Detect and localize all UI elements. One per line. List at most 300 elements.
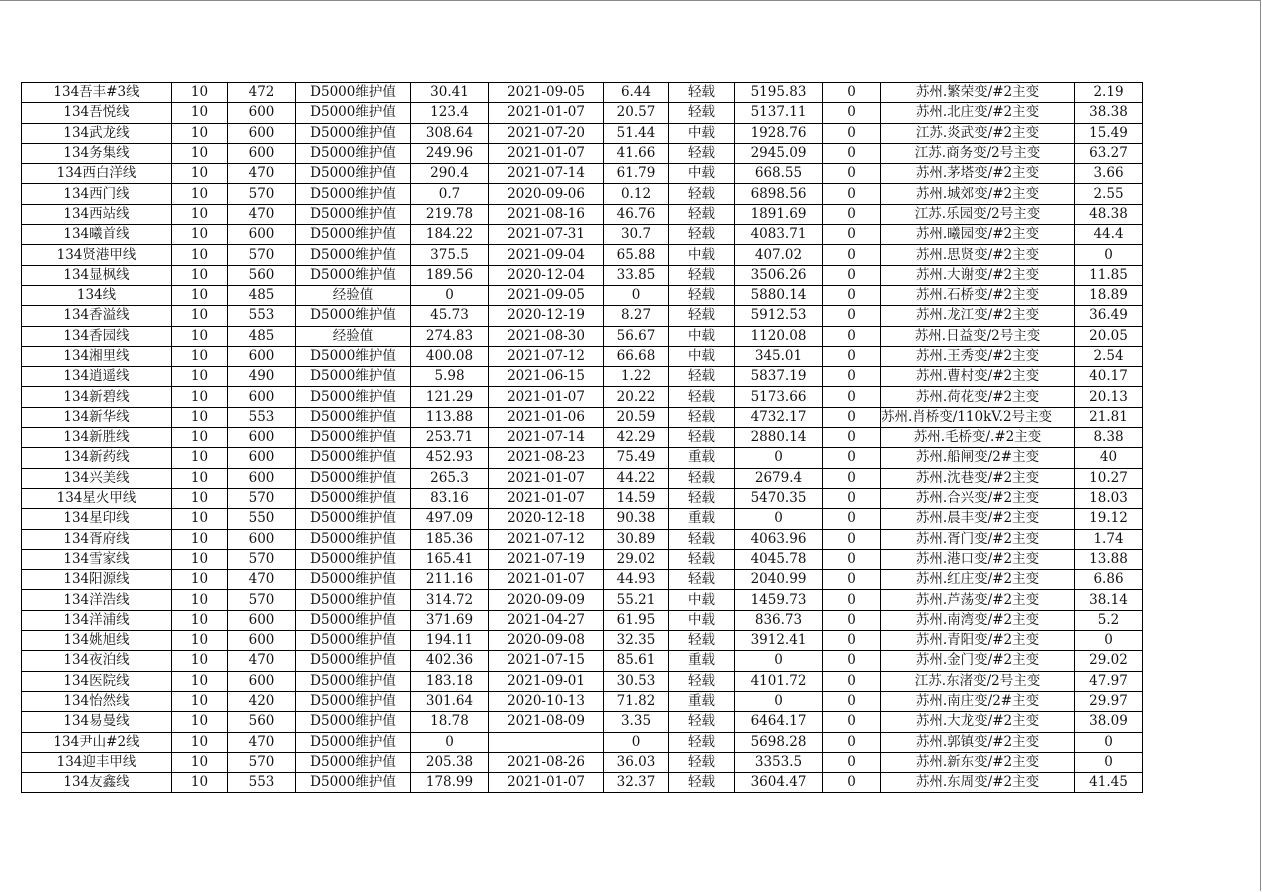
cell-load-level[interactable]: 重载 [669, 691, 735, 711]
cell-current-value[interactable]: 0 [411, 285, 489, 305]
cell-source[interactable]: D5000维护值 [296, 610, 411, 630]
cell-source[interactable]: D5000维护值 [296, 123, 411, 143]
cell-transformer-rate[interactable]: 0 [1075, 732, 1143, 752]
cell-substation-transformer[interactable]: 江苏.商务变/2号主变 [881, 143, 1075, 163]
cell-current-value[interactable]: 249.96 [411, 143, 489, 163]
cell-rated-current[interactable]: 553 [228, 306, 296, 326]
cell-load-level[interactable]: 轻载 [669, 631, 735, 651]
cell-count[interactable]: 0 [823, 164, 881, 184]
cell-transformer-rate[interactable]: 41.45 [1075, 773, 1143, 793]
cell-date[interactable]: 2021-04-27 [489, 610, 604, 630]
cell-spare-capacity[interactable]: 407.02 [735, 245, 823, 265]
cell-substation-transformer[interactable]: 苏州.王秀变/#2主变 [881, 346, 1075, 366]
cell-current-value[interactable]: 402.36 [411, 651, 489, 671]
cell-substation-transformer[interactable]: 苏州.沈巷变/#2主变 [881, 468, 1075, 488]
cell-voltage[interactable]: 10 [172, 83, 228, 103]
cell-spare-capacity[interactable]: 668.55 [735, 164, 823, 184]
cell-load-level[interactable]: 中载 [669, 164, 735, 184]
cell-substation-transformer[interactable]: 苏州.胥门变/#2主变 [881, 529, 1075, 549]
cell-date[interactable]: 2021-07-14 [489, 164, 604, 184]
cell-load-rate[interactable]: 30.7 [604, 225, 669, 245]
cell-date[interactable]: 2021-08-26 [489, 752, 604, 772]
cell-line-name[interactable]: 134香溢线 [22, 306, 172, 326]
cell-count[interactable]: 0 [823, 509, 881, 529]
cell-load-level[interactable]: 轻载 [669, 265, 735, 285]
cell-rated-current[interactable]: 490 [228, 367, 296, 387]
cell-source[interactable]: D5000维护值 [296, 387, 411, 407]
cell-current-value[interactable]: 290.4 [411, 164, 489, 184]
cell-substation-transformer[interactable]: 苏州.郭镇变/#2主变 [881, 732, 1075, 752]
cell-source[interactable]: D5000维护值 [296, 468, 411, 488]
cell-rated-current[interactable]: 470 [228, 164, 296, 184]
cell-spare-capacity[interactable]: 3912.41 [735, 631, 823, 651]
cell-source[interactable]: D5000维护值 [296, 549, 411, 569]
cell-current-value[interactable]: 0 [411, 732, 489, 752]
cell-voltage[interactable]: 10 [172, 468, 228, 488]
cell-rated-current[interactable]: 570 [228, 590, 296, 610]
cell-load-rate[interactable]: 41.66 [604, 143, 669, 163]
cell-transformer-rate[interactable]: 40.17 [1075, 367, 1143, 387]
cell-substation-transformer[interactable]: 江苏.乐园变/2号主变 [881, 204, 1075, 224]
cell-spare-capacity[interactable]: 5195.83 [735, 83, 823, 103]
cell-source[interactable]: D5000维护值 [296, 529, 411, 549]
cell-line-name[interactable]: 134医院线 [22, 671, 172, 691]
cell-source[interactable]: D5000维护值 [296, 306, 411, 326]
cell-spare-capacity[interactable]: 6898.56 [735, 184, 823, 204]
cell-transformer-rate[interactable]: 3.66 [1075, 164, 1143, 184]
cell-source[interactable]: 经验值 [296, 326, 411, 346]
cell-transformer-rate[interactable]: 47.97 [1075, 671, 1143, 691]
cell-date[interactable]: 2021-06-15 [489, 367, 604, 387]
cell-source[interactable]: D5000维护值 [296, 225, 411, 245]
cell-rated-current[interactable]: 553 [228, 407, 296, 427]
cell-source[interactable]: D5000维护值 [296, 651, 411, 671]
cell-substation-transformer[interactable]: 苏州.肖桥变/110kV.2号主变 [881, 407, 1075, 427]
cell-voltage[interactable]: 10 [172, 448, 228, 468]
cell-rated-current[interactable]: 600 [228, 387, 296, 407]
cell-source[interactable]: D5000维护值 [296, 691, 411, 711]
cell-date[interactable]: 2021-01-07 [489, 773, 604, 793]
cell-substation-transformer[interactable]: 苏州.大龙变/#2主变 [881, 712, 1075, 732]
cell-source[interactable]: D5000维护值 [296, 570, 411, 590]
cell-line-name[interactable]: 134武龙线 [22, 123, 172, 143]
cell-date[interactable]: 2021-08-16 [489, 204, 604, 224]
cell-substation-transformer[interactable]: 苏州.荷花变/#2主变 [881, 387, 1075, 407]
cell-voltage[interactable]: 10 [172, 509, 228, 529]
cell-count[interactable]: 0 [823, 752, 881, 772]
cell-voltage[interactable]: 10 [172, 712, 228, 732]
cell-count[interactable]: 0 [823, 428, 881, 448]
cell-load-level[interactable]: 轻载 [669, 285, 735, 305]
cell-count[interactable]: 0 [823, 590, 881, 610]
cell-source[interactable]: D5000维护值 [296, 590, 411, 610]
cell-date[interactable]: 2021-07-14 [489, 428, 604, 448]
cell-spare-capacity[interactable]: 6464.17 [735, 712, 823, 732]
cell-spare-capacity[interactable]: 2679.4 [735, 468, 823, 488]
cell-transformer-rate[interactable]: 1.74 [1075, 529, 1143, 549]
cell-rated-current[interactable]: 600 [228, 448, 296, 468]
cell-rated-current[interactable]: 570 [228, 184, 296, 204]
cell-load-rate[interactable]: 32.37 [604, 773, 669, 793]
cell-date[interactable]: 2020-10-13 [489, 691, 604, 711]
cell-count[interactable]: 0 [823, 773, 881, 793]
cell-transformer-rate[interactable]: 36.49 [1075, 306, 1143, 326]
cell-current-value[interactable]: 314.72 [411, 590, 489, 610]
cell-current-value[interactable]: 274.83 [411, 326, 489, 346]
cell-count[interactable]: 0 [823, 549, 881, 569]
cell-transformer-rate[interactable]: 19.12 [1075, 509, 1143, 529]
cell-load-level[interactable]: 重载 [669, 448, 735, 468]
cell-source[interactable]: D5000维护值 [296, 712, 411, 732]
cell-substation-transformer[interactable]: 苏州.日益变/2号主变 [881, 326, 1075, 346]
cell-voltage[interactable]: 10 [172, 488, 228, 508]
cell-spare-capacity[interactable]: 345.01 [735, 346, 823, 366]
cell-source[interactable]: D5000维护值 [296, 83, 411, 103]
cell-line-name[interactable]: 134新华线 [22, 407, 172, 427]
cell-substation-transformer[interactable]: 苏州.金门变/#2主变 [881, 651, 1075, 671]
cell-substation-transformer[interactable]: 苏州.南湾变/#2主变 [881, 610, 1075, 630]
cell-current-value[interactable]: 265.3 [411, 468, 489, 488]
cell-load-rate[interactable]: 14.59 [604, 488, 669, 508]
cell-line-name[interactable]: 134线 [22, 285, 172, 305]
cell-count[interactable]: 0 [823, 306, 881, 326]
cell-date[interactable]: 2020-12-04 [489, 265, 604, 285]
cell-spare-capacity[interactable]: 0 [735, 691, 823, 711]
cell-count[interactable]: 0 [823, 83, 881, 103]
cell-load-level[interactable]: 中载 [669, 326, 735, 346]
cell-voltage[interactable]: 10 [172, 123, 228, 143]
cell-count[interactable]: 0 [823, 143, 881, 163]
cell-substation-transformer[interactable]: 苏州.新东变/#2主变 [881, 752, 1075, 772]
cell-voltage[interactable]: 10 [172, 529, 228, 549]
cell-voltage[interactable]: 10 [172, 651, 228, 671]
cell-spare-capacity[interactable]: 3353.5 [735, 752, 823, 772]
cell-transformer-rate[interactable]: 38.38 [1075, 103, 1143, 123]
cell-source[interactable]: D5000维护值 [296, 407, 411, 427]
cell-load-rate[interactable]: 32.35 [604, 631, 669, 651]
cell-substation-transformer[interactable]: 苏州.城郊变/#2主变 [881, 184, 1075, 204]
cell-line-name[interactable]: 134洋浩线 [22, 590, 172, 610]
cell-source[interactable]: D5000维护值 [296, 184, 411, 204]
cell-transformer-rate[interactable]: 0 [1075, 752, 1143, 772]
cell-date[interactable]: 2021-08-23 [489, 448, 604, 468]
cell-substation-transformer[interactable]: 苏州.曹村变/#2主变 [881, 367, 1075, 387]
cell-count[interactable]: 0 [823, 488, 881, 508]
cell-load-level[interactable]: 轻载 [669, 143, 735, 163]
cell-rated-current[interactable]: 600 [228, 671, 296, 691]
cell-load-rate[interactable]: 46.76 [604, 204, 669, 224]
cell-voltage[interactable]: 10 [172, 407, 228, 427]
cell-load-level[interactable]: 轻载 [669, 570, 735, 590]
cell-source[interactable]: D5000维护值 [296, 448, 411, 468]
cell-load-rate[interactable]: 55.21 [604, 590, 669, 610]
cell-spare-capacity[interactable]: 4101.72 [735, 671, 823, 691]
cell-spare-capacity[interactable]: 4083.71 [735, 225, 823, 245]
cell-source[interactable]: D5000维护值 [296, 143, 411, 163]
cell-substation-transformer[interactable]: 苏州.船闸变/2#主变 [881, 448, 1075, 468]
cell-source[interactable]: D5000维护值 [296, 488, 411, 508]
cell-load-rate[interactable]: 6.44 [604, 83, 669, 103]
cell-current-value[interactable]: 184.22 [411, 225, 489, 245]
cell-voltage[interactable]: 10 [172, 732, 228, 752]
cell-line-name[interactable]: 134西站线 [22, 204, 172, 224]
cell-current-value[interactable]: 301.64 [411, 691, 489, 711]
cell-spare-capacity[interactable]: 1928.76 [735, 123, 823, 143]
cell-load-rate[interactable]: 20.59 [604, 407, 669, 427]
cell-line-name[interactable]: 134胥府线 [22, 529, 172, 549]
cell-count[interactable]: 0 [823, 225, 881, 245]
cell-current-value[interactable]: 45.73 [411, 306, 489, 326]
cell-date[interactable]: 2021-08-30 [489, 326, 604, 346]
cell-rated-current[interactable]: 600 [228, 631, 296, 651]
cell-transformer-rate[interactable]: 38.14 [1075, 590, 1143, 610]
cell-rated-current[interactable]: 600 [228, 610, 296, 630]
cell-load-level[interactable]: 轻载 [669, 407, 735, 427]
cell-spare-capacity[interactable]: 3506.26 [735, 265, 823, 285]
cell-load-level[interactable]: 轻载 [669, 103, 735, 123]
cell-current-value[interactable]: 400.08 [411, 346, 489, 366]
cell-load-rate[interactable]: 1.22 [604, 367, 669, 387]
cell-line-name[interactable]: 134怡然线 [22, 691, 172, 711]
cell-substation-transformer[interactable]: 苏州.芦荡变/#2主变 [881, 590, 1075, 610]
cell-transformer-rate[interactable]: 11.85 [1075, 265, 1143, 285]
cell-transformer-rate[interactable]: 44.4 [1075, 225, 1143, 245]
cell-line-name[interactable]: 134吾悦线 [22, 103, 172, 123]
cell-date[interactable]: 2021-01-07 [489, 103, 604, 123]
cell-rated-current[interactable]: 485 [228, 285, 296, 305]
cell-source[interactable]: D5000维护值 [296, 245, 411, 265]
cell-date[interactable]: 2020-09-09 [489, 590, 604, 610]
cell-substation-transformer[interactable]: 苏州.曦园变/#2主变 [881, 225, 1075, 245]
cell-voltage[interactable]: 10 [172, 691, 228, 711]
cell-count[interactable]: 0 [823, 103, 881, 123]
cell-rated-current[interactable]: 550 [228, 509, 296, 529]
cell-line-name[interactable]: 134兴美线 [22, 468, 172, 488]
cell-line-name[interactable]: 134易曼线 [22, 712, 172, 732]
cell-current-value[interactable]: 185.36 [411, 529, 489, 549]
cell-load-level[interactable]: 轻载 [669, 752, 735, 772]
cell-count[interactable]: 0 [823, 732, 881, 752]
cell-load-rate[interactable]: 85.61 [604, 651, 669, 671]
cell-date[interactable]: 2021-07-31 [489, 225, 604, 245]
cell-load-level[interactable]: 轻载 [669, 387, 735, 407]
cell-voltage[interactable]: 10 [172, 570, 228, 590]
cell-substation-transformer[interactable]: 苏州.晨丰变/#2主变 [881, 509, 1075, 529]
cell-voltage[interactable]: 10 [172, 204, 228, 224]
cell-source[interactable]: D5000维护值 [296, 509, 411, 529]
cell-substation-transformer[interactable]: 苏州.青阳变/#2主变 [881, 631, 1075, 651]
cell-rated-current[interactable]: 570 [228, 488, 296, 508]
cell-rated-current[interactable]: 570 [228, 752, 296, 772]
cell-rated-current[interactable]: 600 [228, 346, 296, 366]
cell-transformer-rate[interactable]: 20.13 [1075, 387, 1143, 407]
cell-source[interactable]: D5000维护值 [296, 732, 411, 752]
cell-transformer-rate[interactable]: 2.19 [1075, 83, 1143, 103]
cell-substation-transformer[interactable]: 苏州.繁荣变/#2主变 [881, 83, 1075, 103]
cell-load-rate[interactable]: 30.89 [604, 529, 669, 549]
cell-voltage[interactable]: 10 [172, 265, 228, 285]
cell-rated-current[interactable]: 472 [228, 83, 296, 103]
cell-transformer-rate[interactable]: 18.89 [1075, 285, 1143, 305]
cell-substation-transformer[interactable]: 苏州.港口变/#2主变 [881, 549, 1075, 569]
cell-line-name[interactable]: 134新药线 [22, 448, 172, 468]
cell-count[interactable]: 0 [823, 204, 881, 224]
cell-load-rate[interactable]: 20.22 [604, 387, 669, 407]
cell-current-value[interactable]: 219.78 [411, 204, 489, 224]
cell-line-name[interactable]: 134贤港甲线 [22, 245, 172, 265]
cell-date[interactable]: 2021-07-20 [489, 123, 604, 143]
cell-source[interactable]: D5000维护值 [296, 671, 411, 691]
cell-load-level[interactable]: 轻载 [669, 712, 735, 732]
cell-date[interactable]: 2021-01-07 [489, 387, 604, 407]
cell-load-rate[interactable]: 29.02 [604, 549, 669, 569]
cell-line-name[interactable]: 134迎丰甲线 [22, 752, 172, 772]
cell-load-level[interactable]: 中载 [669, 610, 735, 630]
cell-substation-transformer[interactable]: 苏州.东周变/#2主变 [881, 773, 1075, 793]
cell-load-level[interactable]: 轻载 [669, 549, 735, 569]
cell-spare-capacity[interactable]: 5698.28 [735, 732, 823, 752]
cell-transformer-rate[interactable]: 8.38 [1075, 428, 1143, 448]
cell-source[interactable]: D5000维护值 [296, 773, 411, 793]
cell-date[interactable]: 2021-07-12 [489, 346, 604, 366]
cell-line-name[interactable]: 134姚旭线 [22, 631, 172, 651]
cell-spare-capacity[interactable]: 1459.73 [735, 590, 823, 610]
cell-spare-capacity[interactable]: 5912.53 [735, 306, 823, 326]
cell-current-value[interactable]: 123.4 [411, 103, 489, 123]
cell-source[interactable]: D5000维护值 [296, 103, 411, 123]
cell-spare-capacity[interactable]: 836.73 [735, 610, 823, 630]
cell-spare-capacity[interactable]: 5137.11 [735, 103, 823, 123]
cell-date[interactable]: 2021-07-12 [489, 529, 604, 549]
cell-transformer-rate[interactable]: 5.2 [1075, 610, 1143, 630]
cell-count[interactable]: 0 [823, 631, 881, 651]
cell-rated-current[interactable]: 470 [228, 570, 296, 590]
cell-date[interactable]: 2020-09-06 [489, 184, 604, 204]
cell-load-level[interactable]: 轻载 [669, 204, 735, 224]
cell-spare-capacity[interactable]: 4732.17 [735, 407, 823, 427]
cell-substation-transformer[interactable]: 苏州.毛桥变/.#2主变 [881, 428, 1075, 448]
cell-current-value[interactable]: 121.29 [411, 387, 489, 407]
cell-load-level[interactable]: 轻载 [669, 225, 735, 245]
cell-substation-transformer[interactable]: 苏州.大谢变/#2主变 [881, 265, 1075, 285]
cell-date[interactable]: 2021-09-05 [489, 83, 604, 103]
cell-rated-current[interactable]: 600 [228, 103, 296, 123]
cell-substation-transformer[interactable]: 苏州.石桥变/#2主变 [881, 285, 1075, 305]
cell-count[interactable]: 0 [823, 651, 881, 671]
cell-current-value[interactable]: 178.99 [411, 773, 489, 793]
cell-count[interactable]: 0 [823, 407, 881, 427]
cell-load-level[interactable]: 轻载 [669, 367, 735, 387]
cell-transformer-rate[interactable]: 48.38 [1075, 204, 1143, 224]
cell-voltage[interactable]: 10 [172, 387, 228, 407]
cell-rated-current[interactable]: 560 [228, 712, 296, 732]
cell-load-rate[interactable]: 0 [604, 732, 669, 752]
cell-transformer-rate[interactable]: 10.27 [1075, 468, 1143, 488]
cell-rated-current[interactable]: 470 [228, 651, 296, 671]
cell-date[interactable]: 2021-07-19 [489, 549, 604, 569]
cell-date[interactable] [489, 732, 604, 752]
cell-load-rate[interactable]: 65.88 [604, 245, 669, 265]
cell-current-value[interactable]: 165.41 [411, 549, 489, 569]
cell-voltage[interactable]: 10 [172, 549, 228, 569]
cell-substation-transformer[interactable]: 苏州.北庄变/#2主变 [881, 103, 1075, 123]
cell-voltage[interactable]: 10 [172, 164, 228, 184]
cell-rated-current[interactable]: 553 [228, 773, 296, 793]
cell-date[interactable]: 2021-01-06 [489, 407, 604, 427]
cell-voltage[interactable]: 10 [172, 184, 228, 204]
cell-transformer-rate[interactable]: 21.81 [1075, 407, 1143, 427]
cell-load-level[interactable]: 轻载 [669, 773, 735, 793]
cell-count[interactable]: 0 [823, 245, 881, 265]
cell-load-rate[interactable]: 33.85 [604, 265, 669, 285]
cell-current-value[interactable]: 5.98 [411, 367, 489, 387]
cell-spare-capacity[interactable]: 2945.09 [735, 143, 823, 163]
cell-current-value[interactable]: 189.56 [411, 265, 489, 285]
cell-current-value[interactable]: 30.41 [411, 83, 489, 103]
cell-rated-current[interactable]: 560 [228, 265, 296, 285]
cell-spare-capacity[interactable]: 5173.66 [735, 387, 823, 407]
cell-load-level[interactable]: 轻载 [669, 184, 735, 204]
cell-substation-transformer[interactable]: 苏州.红庄变/#2主变 [881, 570, 1075, 590]
cell-line-name[interactable]: 134务集线 [22, 143, 172, 163]
cell-count[interactable]: 0 [823, 712, 881, 732]
cell-spare-capacity[interactable]: 2880.14 [735, 428, 823, 448]
cell-rated-current[interactable]: 600 [228, 428, 296, 448]
cell-load-level[interactable]: 重载 [669, 651, 735, 671]
cell-load-level[interactable]: 轻载 [669, 488, 735, 508]
cell-line-name[interactable]: 134西门线 [22, 184, 172, 204]
cell-date[interactable]: 2021-01-07 [489, 570, 604, 590]
cell-count[interactable]: 0 [823, 123, 881, 143]
cell-line-name[interactable]: 134新胜线 [22, 428, 172, 448]
cell-date[interactable]: 2020-12-18 [489, 509, 604, 529]
cell-date[interactable]: 2021-01-07 [489, 143, 604, 163]
cell-voltage[interactable]: 10 [172, 306, 228, 326]
cell-voltage[interactable]: 10 [172, 346, 228, 366]
cell-current-value[interactable]: 375.5 [411, 245, 489, 265]
cell-rated-current[interactable]: 600 [228, 468, 296, 488]
cell-date[interactable]: 2021-09-04 [489, 245, 604, 265]
cell-current-value[interactable]: 183.18 [411, 671, 489, 691]
cell-spare-capacity[interactable]: 0 [735, 509, 823, 529]
cell-transformer-rate[interactable]: 63.27 [1075, 143, 1143, 163]
cell-current-value[interactable]: 253.71 [411, 428, 489, 448]
cell-source[interactable]: D5000维护值 [296, 631, 411, 651]
cell-load-rate[interactable]: 44.22 [604, 468, 669, 488]
cell-spare-capacity[interactable]: 1891.69 [735, 204, 823, 224]
cell-count[interactable]: 0 [823, 448, 881, 468]
cell-count[interactable]: 0 [823, 184, 881, 204]
cell-voltage[interactable]: 10 [172, 590, 228, 610]
cell-load-rate[interactable]: 61.95 [604, 610, 669, 630]
cell-voltage[interactable]: 10 [172, 245, 228, 265]
cell-rated-current[interactable]: 600 [228, 143, 296, 163]
cell-rated-current[interactable]: 600 [228, 529, 296, 549]
cell-spare-capacity[interactable]: 0 [735, 448, 823, 468]
cell-voltage[interactable]: 10 [172, 428, 228, 448]
cell-current-value[interactable]: 308.64 [411, 123, 489, 143]
cell-spare-capacity[interactable]: 0 [735, 651, 823, 671]
cell-count[interactable]: 0 [823, 346, 881, 366]
cell-rated-current[interactable]: 570 [228, 549, 296, 569]
cell-rated-current[interactable]: 470 [228, 204, 296, 224]
cell-transformer-rate[interactable]: 38.09 [1075, 712, 1143, 732]
cell-rated-current[interactable]: 600 [228, 225, 296, 245]
cell-count[interactable]: 0 [823, 610, 881, 630]
cell-date[interactable]: 2020-12-19 [489, 306, 604, 326]
cell-load-rate[interactable]: 20.57 [604, 103, 669, 123]
cell-transformer-rate[interactable]: 6.86 [1075, 570, 1143, 590]
